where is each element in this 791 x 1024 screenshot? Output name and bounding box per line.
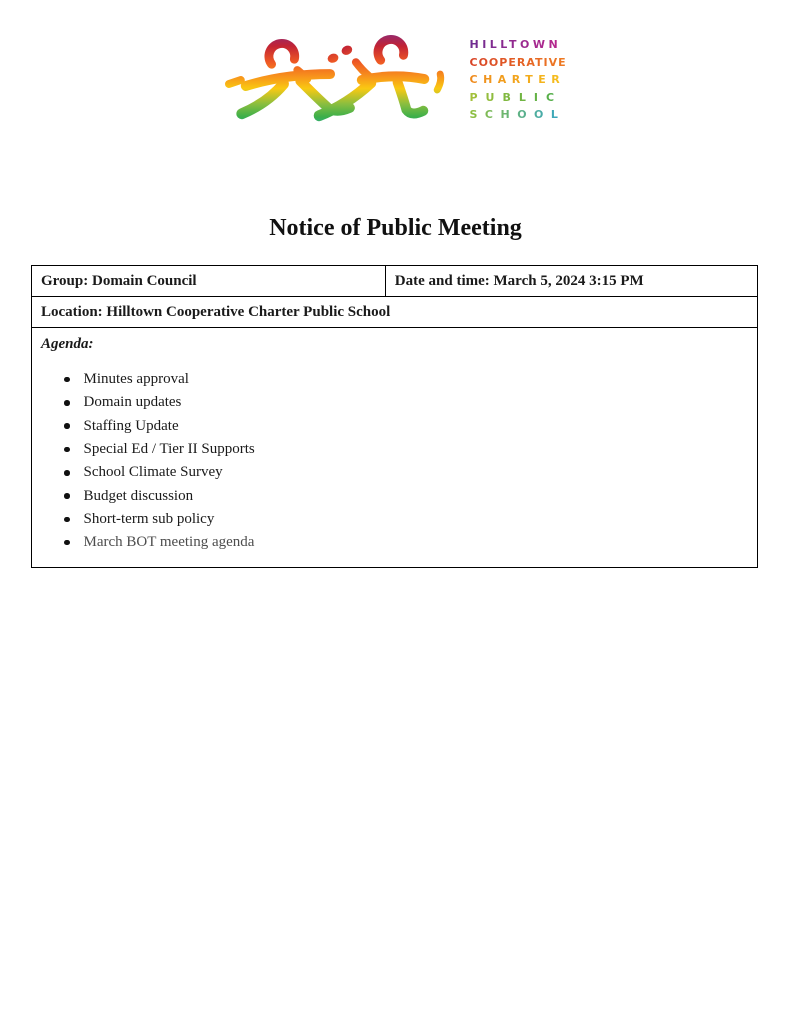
school-name-line: SCHOOL — [470, 106, 572, 124]
agenda-item: Budget discussion — [41, 484, 748, 507]
bullet-icon — [64, 470, 70, 476]
location-cell: Location: Hilltown Cooperative Charter Public School — [41, 304, 391, 320]
agenda-item: Short-term sub policy — [41, 508, 748, 531]
school-name-line: CHARTER — [470, 71, 572, 89]
agenda-item: School Climate Survey — [41, 461, 748, 484]
table-row-group-datetime — [32, 266, 757, 297]
agenda-heading: Agenda: — [41, 336, 94, 352]
agenda-item: March BOT meeting agenda — [41, 531, 748, 554]
agenda-item: Domain updates — [41, 391, 748, 414]
notice-title: Notice of Public Meeting — [269, 215, 522, 242]
agenda-list — [41, 368, 748, 554]
agenda-item: Staffing Update — [41, 415, 748, 438]
school-name-line: PUBLIC — [470, 89, 572, 107]
school-logo — [220, 27, 572, 137]
bullet-icon — [64, 493, 70, 499]
bullet-icon — [64, 423, 70, 429]
bullet-icon — [64, 400, 70, 406]
bullet-icon — [64, 377, 70, 383]
bullet-icon — [64, 540, 70, 546]
agenda-item: Special Ed / Tier II Supports — [41, 438, 748, 461]
school-name-line: COOPERATIVE — [470, 54, 572, 72]
group-cell: Group: Domain Council — [32, 266, 386, 296]
agenda-item: Minutes approval — [41, 368, 748, 391]
school-name-line: HILLTOWN — [470, 36, 572, 54]
table-row-location — [32, 297, 757, 328]
datetime-cell: Date and time: March 5, 2024 3:15 PM — [394, 273, 644, 289]
table-row-agenda — [32, 328, 757, 567]
school-name-block — [470, 36, 572, 124]
meeting-details-table — [31, 265, 758, 568]
bullet-icon — [64, 517, 70, 523]
bullet-icon — [64, 447, 70, 453]
dancing-figures-icon — [220, 27, 458, 137]
